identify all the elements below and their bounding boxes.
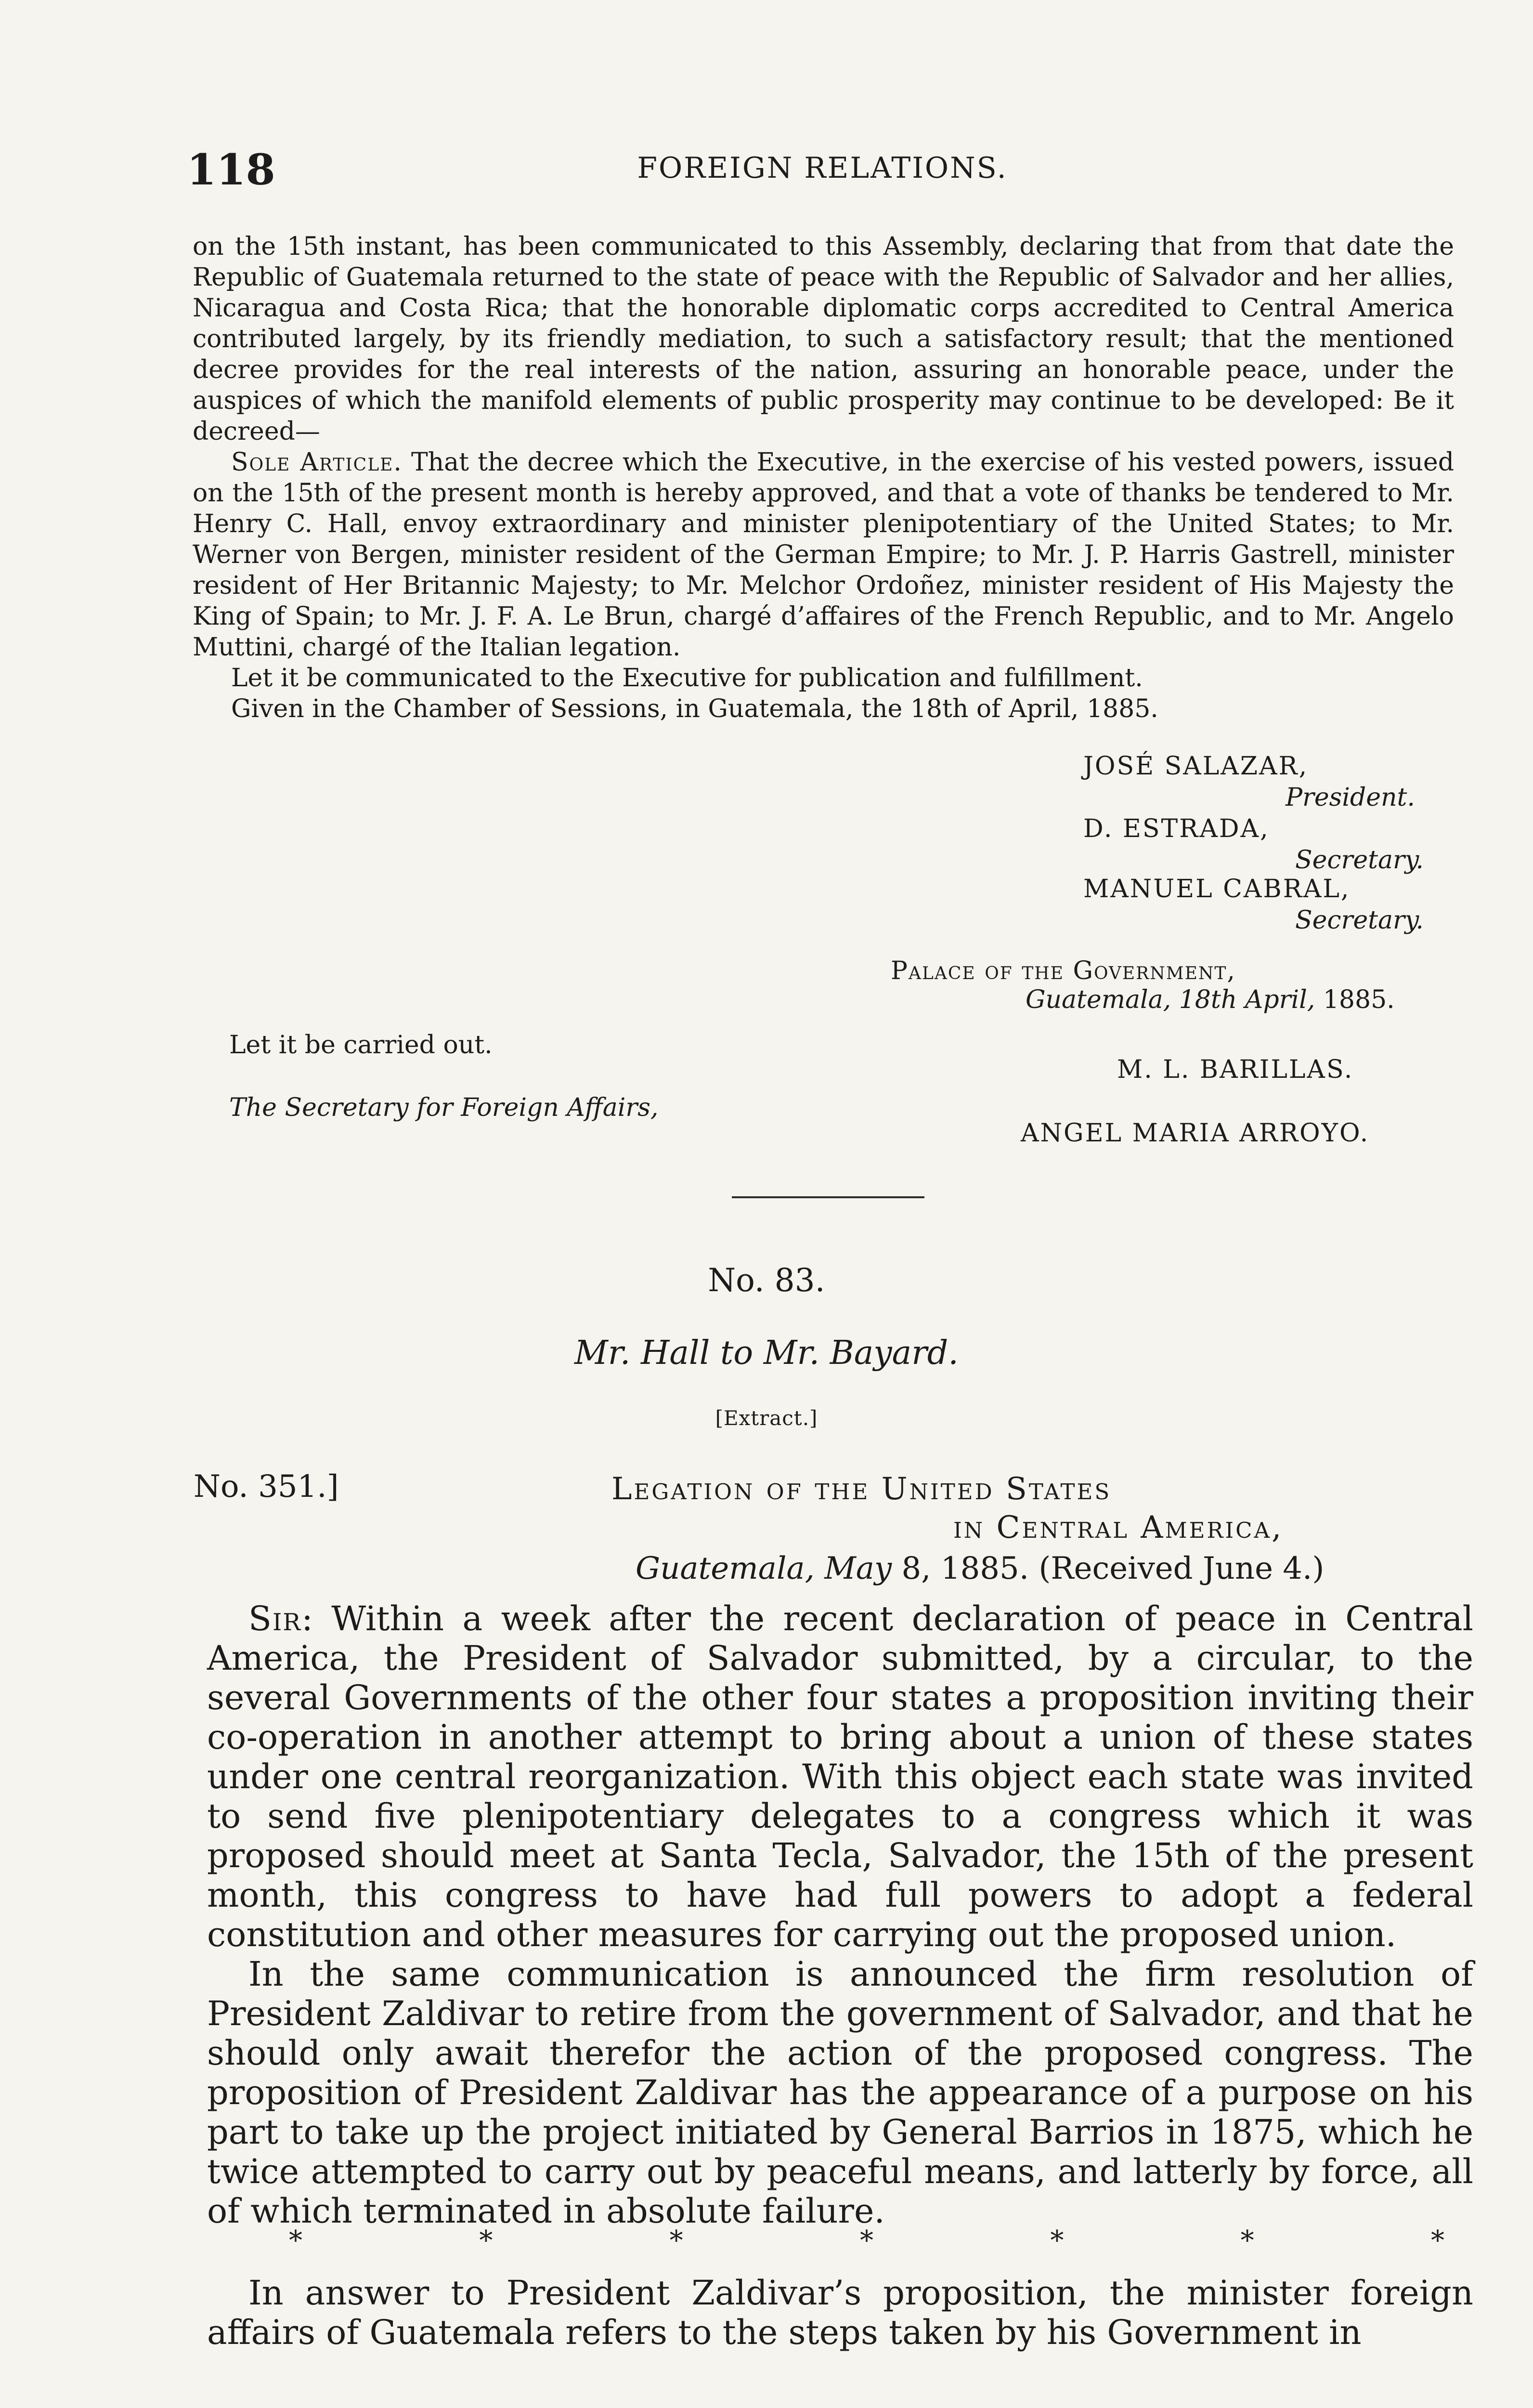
decree-paragraph: on the 15th instant, has been communicated to this Assembly, declaring that from that date the Republic of Guatemala returned to the state of peace with the Republic of Salvador and her allies, Nicaragua and Costa Rica; that the honorable diplomatic corps accredited to Central America contributed largely, by its friendly mediation, to such a satisfactory result; that the mentioned decree provides for the real interests of the nation, assuring an honorable peace, under the auspices of which the manifold elements of public prosperity may continue to be developed: Be it decreed— [193, 232, 1454, 446]
legation-line: in Central America, [953, 1510, 1284, 1545]
signature-name: ANGEL MARIA ARROYO. [1021, 1119, 1370, 1148]
letter-dateline [636, 1551, 1324, 1586]
star: * [1430, 2225, 1444, 2256]
letter-body-continued [207, 2273, 1473, 2352]
paragraph-text: : Within a week after the recent declaration of peace in Central America, the President of Salvador submitted, by a circular, to the several Governments of the other four states a proposition inviting their co-operation in another attempt to bring about a union of these states under one central reorganization. With this object each state was invited to send five plenipotentiary delegates to a congress which it was proposed should meet at Santa Tecla, Salvador, the 15th of the present month, this congress to have had full powers to adopt a federal constitution and other measures for carrying out the proposed union. [207, 1599, 1473, 1954]
ellipsis-stars [289, 2225, 1444, 2256]
section-divider [732, 1196, 924, 1198]
letter-paragraph: In the same communication is announced the firm resolution of President Zaldivar to retire from the government of Salvador, and that he should only await therefor the action of the proposed congress. The proposition of President Zaldivar has the appearance of a purpose on his part to take up the project initiated by General Barrios in 1875, which he twice attempted to carry out by peaceful means, and latterly by force, all of which terminated in absolute failure. [207, 1954, 1473, 2231]
letter-paragraph [207, 1599, 1473, 1954]
document-heading: Mr. Hall to Mr. Bayard. [574, 1334, 959, 1372]
decree-paragraph: Let it be communicated to the Executive for publication and fulfillment. [231, 664, 1143, 693]
extract-note: [Extract.] [715, 1406, 818, 1430]
decree-paragraph: Given in the Chamber of Sessions, in Guatemala, the 18th of April, 1885. [231, 694, 1158, 723]
palace-date [1026, 985, 1395, 1015]
signature-name: M. L. BARILLAS. [1117, 1055, 1354, 1084]
letter-body [207, 1599, 1473, 2231]
dateline-place: Guatemala, May [636, 1551, 892, 1586]
star: * [859, 2225, 873, 2256]
assembly-decree [193, 231, 1454, 724]
palace-day: 18th April, [1179, 985, 1315, 1014]
palace-year: 1885. [1315, 985, 1395, 1014]
secretary-label: The Secretary for Foreign Affairs, [229, 1093, 659, 1122]
page-number: 118 [187, 144, 275, 195]
signature-title: Secretary. [1295, 906, 1424, 935]
signature-name: D. ESTRADA, [1083, 814, 1270, 843]
signature-title: Secretary. [1295, 846, 1424, 875]
palace-line: Palace of the Government, [891, 956, 1236, 985]
star: * [1050, 2225, 1064, 2256]
signature-title: President. [1286, 783, 1415, 812]
sole-article-label: Sole Article. [231, 448, 403, 477]
salutation: Sir [248, 1599, 302, 1638]
letter-number: No. 351.] [194, 1469, 339, 1505]
document-number: No. 83. [708, 1262, 825, 1299]
running-head: FOREIGN RELATIONS. [637, 151, 1008, 185]
page-header [187, 144, 1458, 202]
star: * [1240, 2225, 1254, 2256]
signature-name: MANUEL CABRAL, [1083, 875, 1351, 903]
star: * [289, 2225, 302, 2256]
star: * [669, 2225, 683, 2256]
signature-name: JOSÉ SALAZAR, [1083, 752, 1309, 781]
dateline-rest: 8, 1885. (Received June 4.) [892, 1551, 1325, 1586]
letter-paragraph: In answer to President Zaldivar’s proposition, the minister foreign affairs of Guatemala refers to the steps taken by his Government in [207, 2273, 1473, 2352]
star: * [479, 2225, 493, 2256]
palace-place: Guatemala, [1026, 985, 1171, 1014]
sole-article-text: That the decree which the Executive, in the exercise of his vested powers, issued on the 15th of the present month is hereby approved, and that a vote of thanks be tendered to Mr. Henry C. Hall, envoy extraordinary and minister plenipotentiary of the United States; to Mr. Werner von Bergen, minister resident of the German Empire; to Mr. J. P. Harris Gastrell, minister resident of Her Britannic Majesty; to Mr. Melchor Ordoñez, minister resident of His Majesty the King of Spain; to Mr. J. F. A. Le Brun, chargé d’affaires of the French Republic, and to Mr. Angelo Muttini, chargé of the Italian legation. [193, 448, 1454, 662]
legation-line: Legation of the United States [611, 1471, 1112, 1507]
sole-article-paragraph [193, 447, 1454, 663]
carried-out-note: Let it be carried out. [229, 1031, 493, 1060]
